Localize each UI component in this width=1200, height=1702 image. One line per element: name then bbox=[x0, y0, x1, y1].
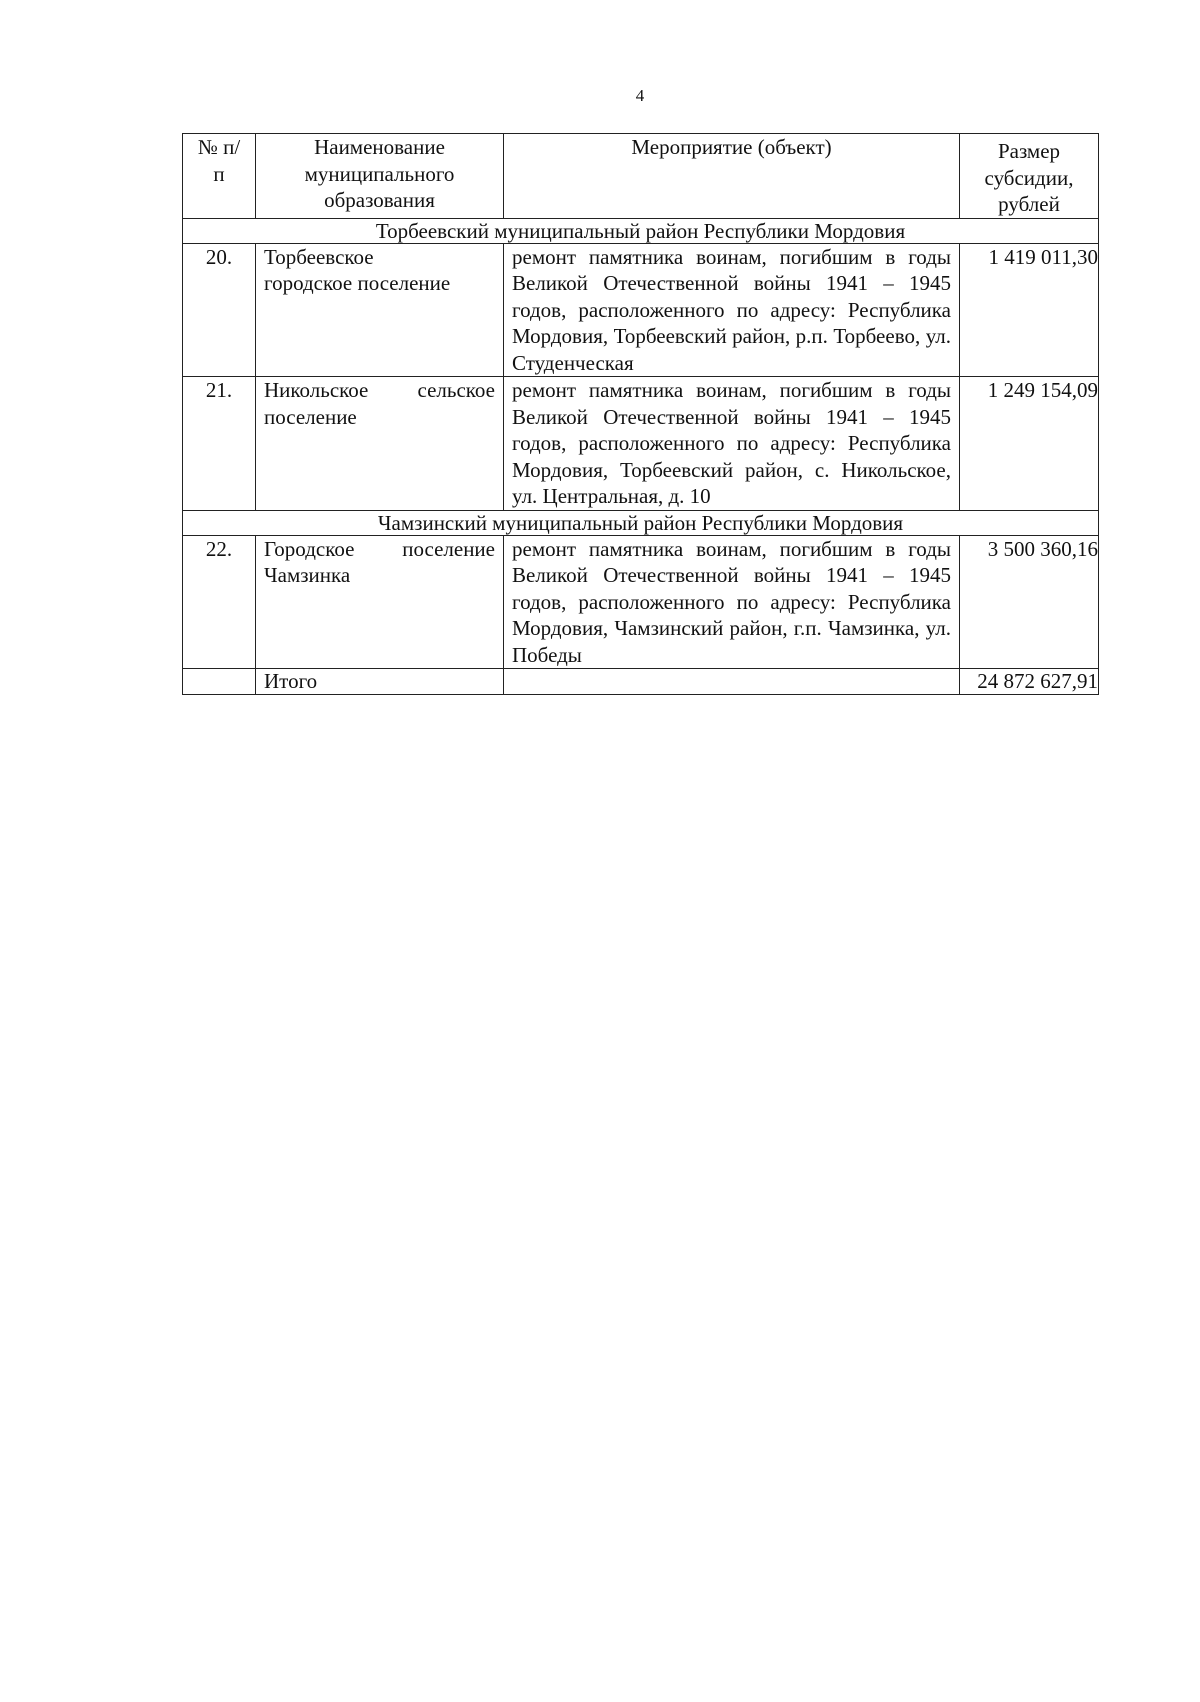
row-num: 20. bbox=[183, 243, 256, 377]
row-num: 22. bbox=[183, 535, 256, 669]
page-number: 4 bbox=[635, 86, 645, 105]
row-amount: 1 249 154,09 bbox=[960, 377, 1099, 511]
header-amount: Размер субсидии, рублей bbox=[960, 134, 1099, 219]
total-num-cell bbox=[183, 669, 256, 695]
row-amount: 1 419 011,30 bbox=[960, 243, 1099, 377]
region-label: Чамзинский муниципальный район Республики Мордовия bbox=[183, 510, 1099, 535]
row-name: Торбеевское городское поселение bbox=[256, 243, 504, 377]
header-activity: Мероприятие (объект) bbox=[504, 134, 960, 219]
table-row bbox=[183, 243, 1099, 377]
table-header-row bbox=[183, 134, 1099, 219]
row-name: Никольское сельское поселение bbox=[256, 377, 504, 511]
region-row bbox=[183, 218, 1099, 243]
row-amount: 3 500 360,16 bbox=[960, 535, 1099, 669]
total-activity-cell bbox=[504, 669, 960, 695]
table-row bbox=[183, 377, 1099, 511]
total-amount: 24 872 627,91 bbox=[960, 669, 1099, 695]
header-num: № п/п bbox=[183, 134, 256, 219]
row-name: Городское поселение Чамзинка bbox=[256, 535, 504, 669]
row-activity: ремонт памятника воинам, погибшим в годы Великой Отечественной войны 1941 – 1945 годов, расположенного по адресу: Республика Мордовия, Торбеевский район, р.п. Торбеево, ул. Студенческая bbox=[504, 243, 960, 377]
row-activity: ремонт памятника воинам, погибшим в годы Великой Отечественной войны 1941 – 1945 годов, расположенного по адресу: Республика Мордовия, Торбеевский район, с. Никольское, ул. Центральная, д. 10 bbox=[504, 377, 960, 511]
table-row bbox=[183, 535, 1099, 669]
row-activity: ремонт памятника воинам, погибшим в годы Великой Отечественной войны 1941 – 1945 годов, расположенного по адресу: Республика Мордовия, Чамзинский район, г.п. Чамзинка, ул. Победы bbox=[504, 535, 960, 669]
region-row bbox=[183, 510, 1099, 535]
total-row bbox=[183, 669, 1099, 695]
row-num: 21. bbox=[183, 377, 256, 511]
total-label: Итого bbox=[256, 669, 504, 695]
region-label: Торбеевский муниципальный район Республики Мордовия bbox=[183, 218, 1099, 243]
header-name: Наименование муниципального образования bbox=[256, 134, 504, 219]
subsidy-table bbox=[182, 133, 1099, 695]
